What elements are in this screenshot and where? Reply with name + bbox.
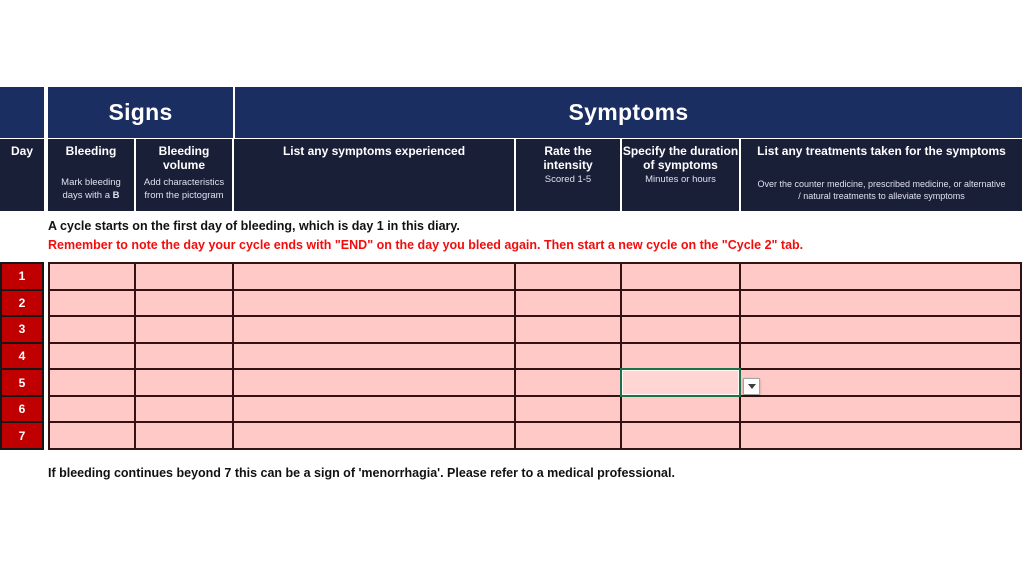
grid-cell-r7-c1[interactable] [50, 423, 134, 448]
day-row-header-1[interactable]: 1 [2, 264, 42, 289]
grid-cell-r3-c2[interactable] [136, 317, 232, 342]
grid-cell-r1-c4[interactable] [516, 264, 620, 289]
treatments-sub [741, 178, 1022, 202]
bleeding-sub-bold: B [112, 190, 120, 201]
grid-cell-r6-c4[interactable] [516, 397, 620, 422]
col-header-day [0, 139, 44, 211]
col-header-bleeding-sub [48, 176, 134, 202]
col-header-treatments [741, 139, 1022, 211]
grid-cell-r5-c1[interactable] [50, 370, 134, 395]
entry-grid [48, 262, 1022, 450]
duration-dropdown-button[interactable] [743, 378, 760, 395]
selected-cell[interactable] [620, 368, 741, 397]
grid-cell-r4-c2[interactable] [136, 344, 232, 369]
intensity-title-line1: Rate the [544, 144, 592, 158]
col-header-bleeding-volume [136, 139, 232, 211]
grid-cell-r1-c3[interactable] [234, 264, 514, 289]
col-header-day-label: Day [10, 144, 33, 158]
grid-cell-r6-c3[interactable] [234, 397, 514, 422]
grid-cell-r2-c2[interactable] [136, 291, 232, 316]
grid-cell-r6-c6[interactable] [741, 397, 1020, 422]
day-row-header-7[interactable]: 7 [2, 423, 42, 448]
day-row-header-4[interactable]: 4 [2, 344, 42, 369]
col-header-volume-title: Bleeding volume [158, 144, 210, 172]
grid-cell-r4-c4[interactable] [516, 344, 620, 369]
chevron-down-icon [748, 384, 756, 389]
grid-cell-r2-c6[interactable] [741, 291, 1020, 316]
duration-title-line1: Specify the duration [622, 144, 739, 158]
grid-cell-r1-c5[interactable] [622, 264, 739, 289]
treatments-sub-line2: / natural treatments to alleviate symptoms [798, 191, 965, 201]
day-row-header-2[interactable]: 2 [2, 291, 42, 316]
grid-cell-r3-c6[interactable] [741, 317, 1020, 342]
grid-cell-r4-c3[interactable] [234, 344, 514, 369]
volume-sub-line2: from the pictogram [144, 190, 224, 201]
grid-cell-r5-c3[interactable] [234, 370, 514, 395]
grid-cell-r1-c1[interactable] [50, 264, 134, 289]
grid-cell-r3-c5[interactable] [622, 317, 739, 342]
day-row-header-6[interactable]: 6 [2, 397, 42, 422]
instructions [48, 217, 803, 255]
grid-cell-r5-c6[interactable] [741, 370, 1020, 395]
grid-cell-r2-c5[interactable] [622, 291, 739, 316]
grid-cell-r6-c5[interactable] [622, 397, 739, 422]
duration-title-line2: of symptoms [643, 158, 718, 172]
band-corner-block [0, 87, 44, 138]
grid-cell-r6-c2[interactable] [136, 397, 232, 422]
grid-cell-r3-c3[interactable] [234, 317, 514, 342]
col-header-symptoms-title: List any symptoms experienced [282, 144, 466, 158]
col-header-volume-sub [136, 176, 232, 202]
day-column [0, 262, 44, 450]
grid-cell-r2-c4[interactable] [516, 291, 620, 316]
grid-cell-r3-c4[interactable] [516, 317, 620, 342]
grid-cell-r7-c5[interactable] [622, 423, 739, 448]
col-header-bleeding [48, 139, 134, 211]
grid-cell-r4-c1[interactable] [50, 344, 134, 369]
instruction-line-1: A cycle starts on the first day of bleeding, which is day 1 in this diary. [48, 219, 460, 233]
bleeding-sub-line1: Mark bleeding [61, 177, 121, 188]
grid-cell-r2-c3[interactable] [234, 291, 514, 316]
signs-group-header [48, 87, 233, 138]
symptoms-group-header [235, 87, 1022, 138]
footer-note: If bleeding continues beyond 7 this can be a sign of 'menorrhagia'. Please refer to a medical professional. [48, 466, 675, 480]
signs-label: Signs [108, 99, 173, 125]
grid-cell-r6-c1[interactable] [50, 397, 134, 422]
bleeding-sub-line2: days with a [62, 190, 113, 201]
instruction-line-2: Remember to note the day your cycle ends with "END" on the day you bleed again. Then start a new cycle on the "Cycle 2" tab. [48, 238, 804, 252]
grid-cell-r7-c3[interactable] [234, 423, 514, 448]
grid-cell-r7-c4[interactable] [516, 423, 620, 448]
intensity-title-line2: intensity [543, 158, 593, 172]
symptoms-label: Symptoms [568, 99, 689, 125]
duration-sub: Minutes or hours [645, 174, 716, 185]
treatments-title: List any treatments taken for the symptoms [757, 144, 1006, 158]
grid-cell-r4-c5[interactable] [622, 344, 739, 369]
day-row-header-5[interactable]: 5 [2, 370, 42, 395]
grid-cell-r7-c6[interactable] [741, 423, 1020, 448]
grid-cell-r7-c2[interactable] [136, 423, 232, 448]
day-row-header-3[interactable]: 3 [2, 317, 42, 342]
grid-cell-r4-c6[interactable] [741, 344, 1020, 369]
grid-cell-r5-c2[interactable] [136, 370, 232, 395]
grid-cell-r2-c1[interactable] [50, 291, 134, 316]
volume-sub-line1: Add characteristics [143, 177, 225, 188]
grid-cell-r5-c4[interactable] [516, 370, 620, 395]
col-header-duration [622, 139, 739, 211]
intensity-sub: Scored 1-5 [544, 174, 592, 185]
col-header-rate-intensity [516, 139, 620, 211]
grid-cell-r1-c6[interactable] [741, 264, 1020, 289]
col-header-bleeding-title: Bleeding [65, 144, 117, 158]
grid-cell-r3-c1[interactable] [50, 317, 134, 342]
grid-cell-r1-c2[interactable] [136, 264, 232, 289]
treatments-sub-line1: Over the counter medicine, prescribed medicine, or alternative [757, 179, 1006, 189]
col-header-symptoms-experienced [234, 139, 514, 211]
